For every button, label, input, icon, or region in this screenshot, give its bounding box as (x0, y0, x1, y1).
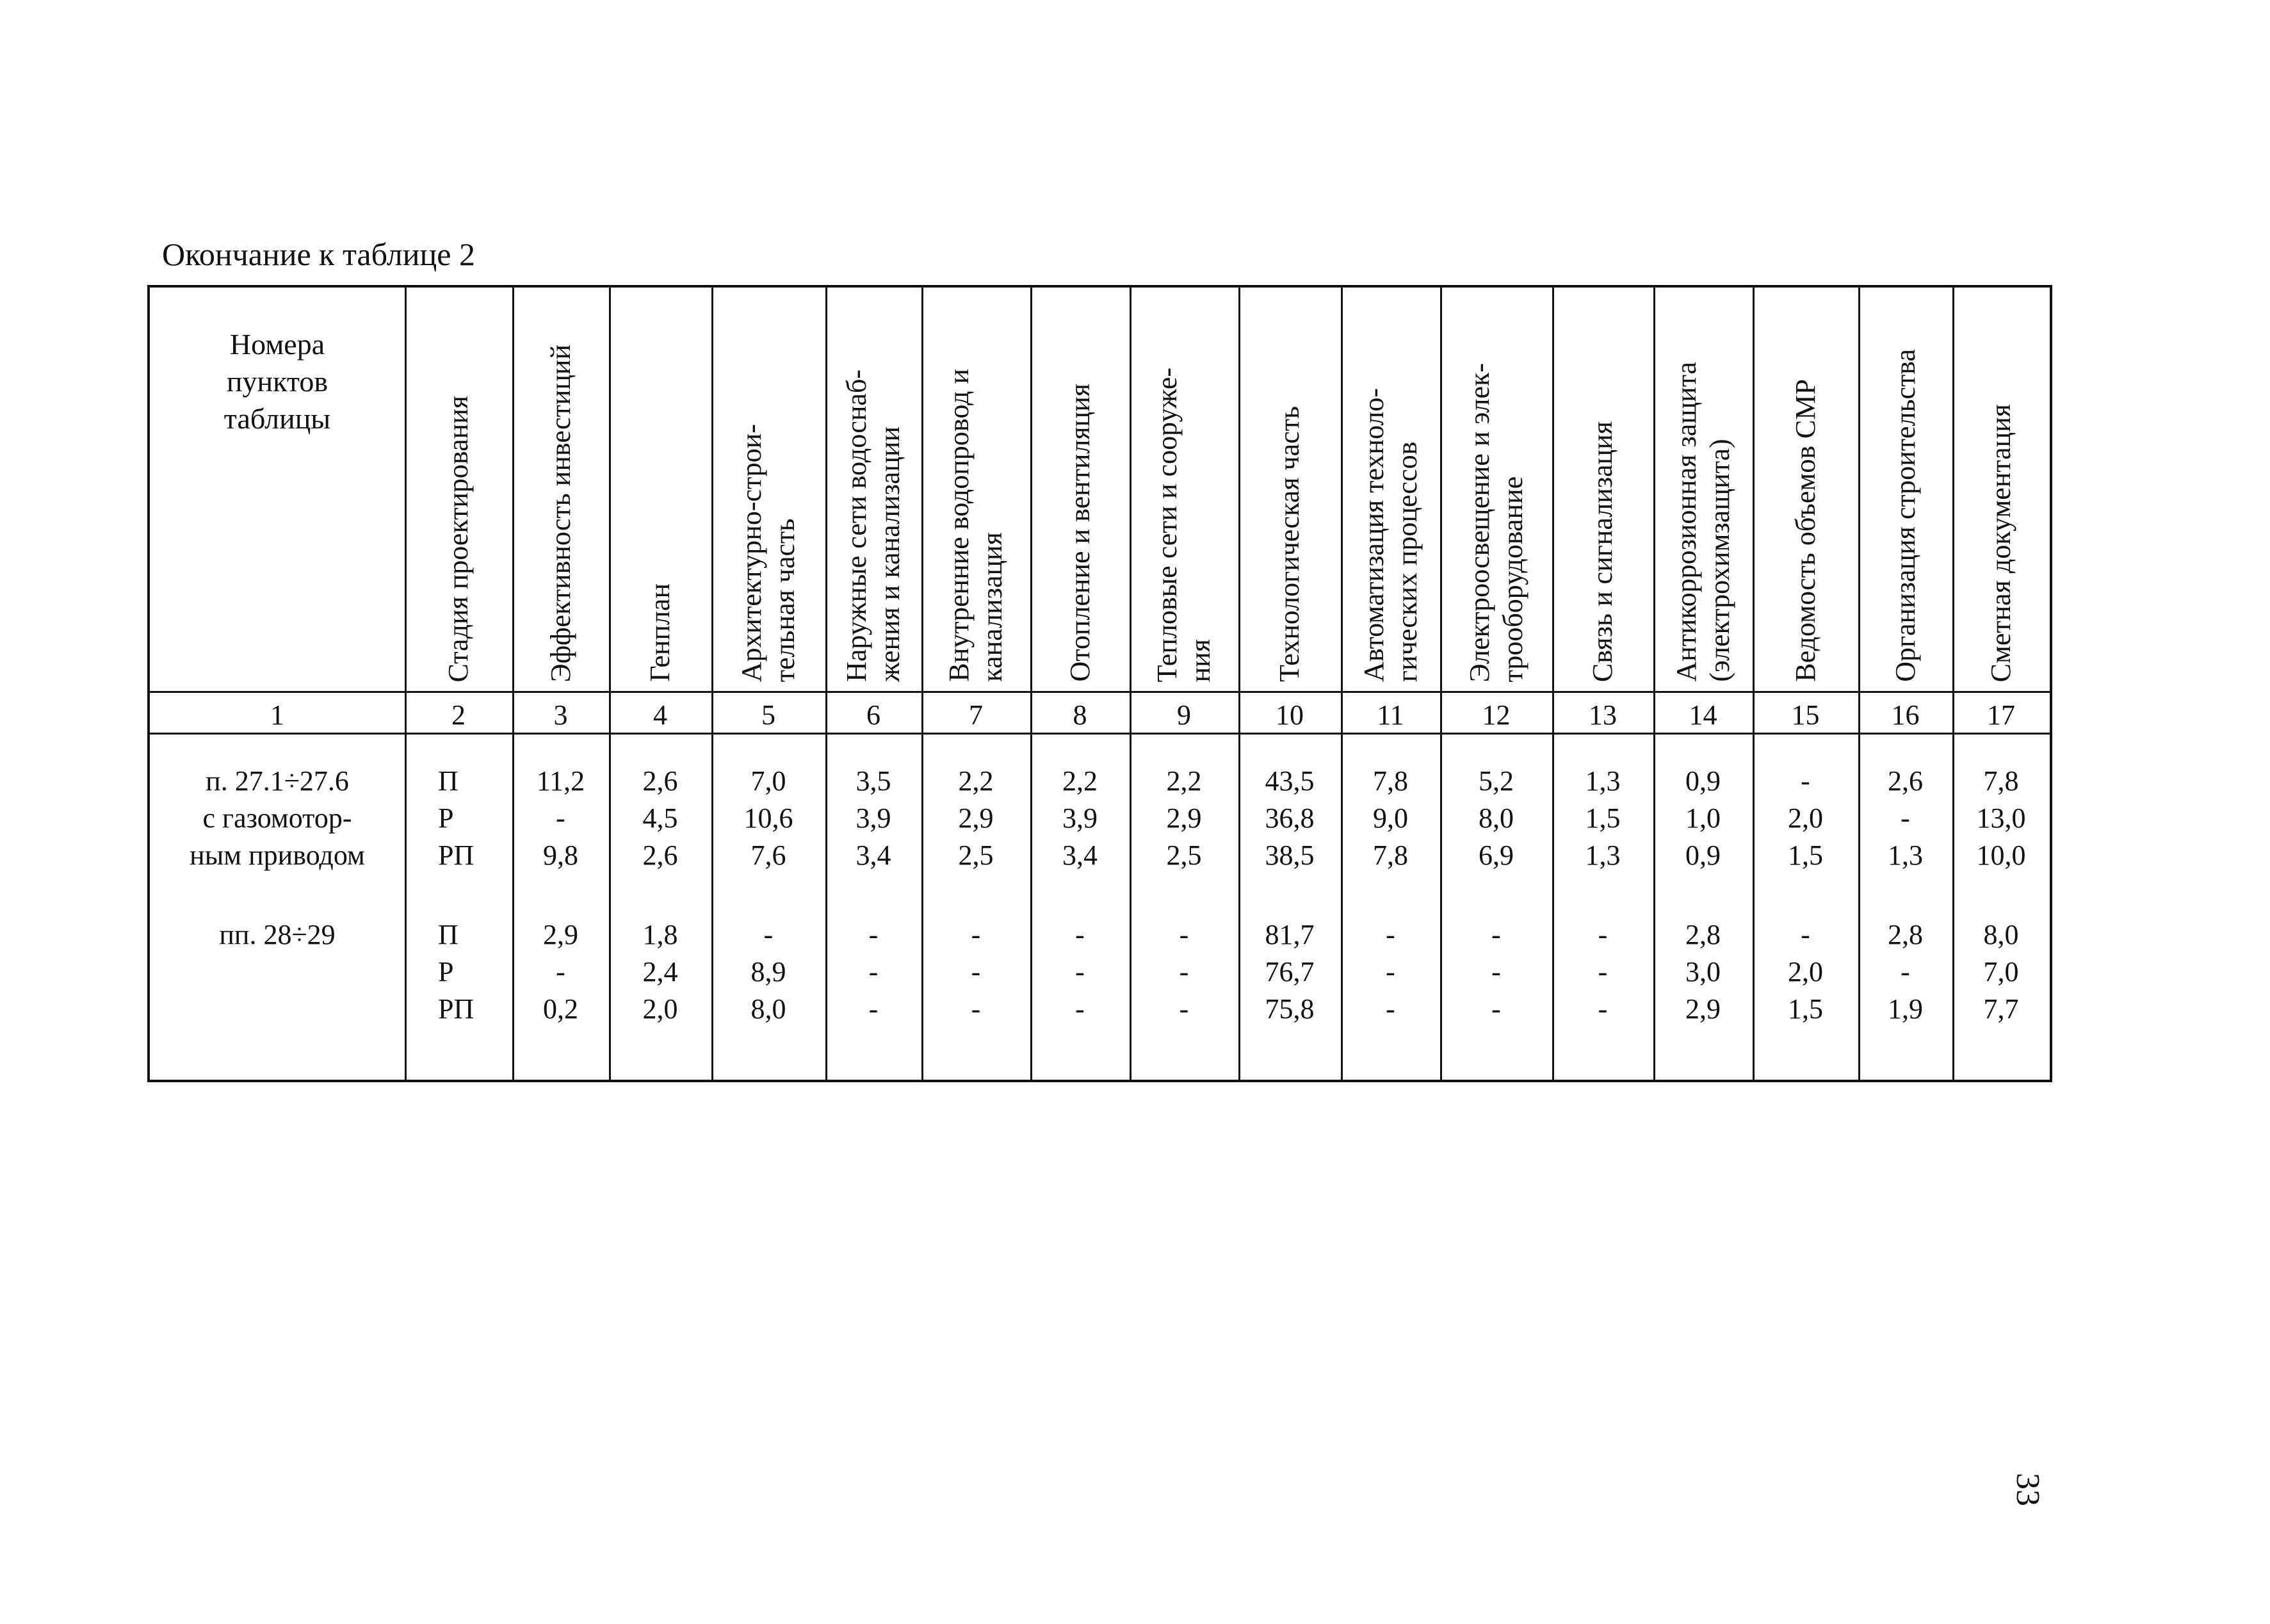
cell-value: 2,8 (1685, 919, 1721, 950)
column-header-5 (711, 288, 825, 692)
cell-value: - (556, 802, 565, 834)
table-caption: Окончание к таблице 2 (162, 236, 475, 272)
column-number-12: 12 (1482, 699, 1511, 731)
cell-value: 76,7 (1265, 956, 1315, 987)
cell-value: 8,0 (1983, 919, 2019, 950)
cell-value: 2,9 (543, 919, 578, 950)
page-number: 33 (2009, 1473, 2046, 1506)
cell-value: 8,0 (750, 993, 786, 1025)
cell-value: 2,6 (1888, 765, 1923, 797)
group-label: пп. 28÷29 (219, 919, 336, 950)
cell-value: 2,5 (958, 840, 994, 871)
cell-value: - (763, 919, 774, 950)
cell-value: 10,6 (743, 802, 793, 834)
value-column-11 (1345, 763, 1436, 874)
cell-value: - (971, 956, 981, 987)
cell-value: 3,9 (855, 802, 891, 834)
value-column-6 (829, 916, 918, 1028)
cell-value: - (1598, 919, 1608, 950)
cell-value: 43,5 (1265, 765, 1315, 797)
cell-value: 7,0 (1983, 956, 2019, 987)
stage-value: РП (438, 993, 474, 1025)
cell-value: - (1179, 993, 1189, 1025)
value-column-9 (1133, 763, 1235, 874)
cell-value: - (1179, 919, 1189, 950)
column-number-4: 4 (653, 699, 667, 731)
cell-value: 2,2 (1166, 765, 1202, 797)
cell-value: 7,6 (750, 840, 786, 871)
cell-value: 2,2 (958, 765, 994, 797)
column-header-12 (1440, 288, 1552, 692)
column-header-label: Организация строительства (1889, 349, 1921, 682)
column-header-label: Ведомость объемов СМР (1789, 379, 1821, 682)
cell-value: - (1491, 993, 1501, 1025)
cell-value: 2,2 (1062, 765, 1098, 797)
cell-value: - (1598, 956, 1608, 987)
value-column-16 (1862, 763, 1949, 874)
column-header-label: Генплан (644, 583, 676, 682)
cell-value: 3,5 (855, 765, 891, 797)
value-column-3 (516, 763, 605, 874)
cell-value: 1,3 (1888, 840, 1923, 871)
cell-value: - (1491, 956, 1501, 987)
cell-value: 8,9 (750, 956, 786, 987)
column-header-label: Отопление и вентиляция (1064, 384, 1096, 682)
cell-value: 7,8 (1983, 765, 2019, 797)
column-header-label: Технологическая часть (1274, 406, 1305, 682)
cell-value: - (1386, 919, 1395, 950)
cell-value: - (971, 919, 981, 950)
cell-value: 1,0 (1685, 802, 1721, 834)
column-header-3 (512, 288, 609, 692)
column-number-16: 16 (1891, 699, 1920, 731)
cell-value: - (1901, 802, 1910, 834)
stage-value: П (438, 765, 458, 797)
cell-value: 2,9 (1166, 802, 1202, 834)
cell-value: 1,5 (1788, 993, 1823, 1025)
cell-value: 3,4 (855, 840, 891, 871)
column-header-15 (1753, 288, 1858, 692)
cell-value: 2,0 (1788, 802, 1823, 834)
value-column-12 (1444, 763, 1548, 874)
value-column-8 (1034, 916, 1126, 1028)
column-header-6 (825, 288, 921, 692)
column-number-11: 11 (1377, 699, 1404, 731)
value-column-11 (1345, 916, 1436, 1028)
cell-value: 81,7 (1265, 919, 1315, 950)
column-number-15: 15 (1791, 699, 1820, 731)
cell-value: - (971, 993, 981, 1025)
column-header-label: Тепловые сети и сооруже- ния (1151, 367, 1216, 682)
cell-value: 9,8 (543, 840, 578, 871)
cell-value: 2,9 (1685, 993, 1721, 1025)
value-column-7 (925, 916, 1026, 1028)
column-number-7: 7 (969, 699, 983, 731)
cell-value: - (868, 956, 879, 987)
value-column-5 (715, 916, 822, 1028)
column-header-label: Эффективность инвестиций (544, 344, 576, 682)
cell-value: - (1386, 956, 1395, 987)
value-column-10 (1242, 916, 1337, 1028)
column-header-16 (1858, 288, 1952, 692)
value-column-8 (1034, 763, 1126, 874)
cell-value: 2,5 (1166, 840, 1202, 871)
cell-value: - (1901, 956, 1910, 987)
cell-value: - (1179, 956, 1189, 987)
cell-value: 7,0 (750, 765, 786, 797)
column-number-14: 14 (1689, 699, 1717, 731)
column-header-label: Внутренние водопровод и канализация (943, 369, 1008, 682)
cell-value: 2,9 (958, 802, 994, 834)
stage-value: Р (438, 956, 454, 987)
column-header-10 (1238, 288, 1341, 692)
cell-value: 1,5 (1788, 840, 1823, 871)
column-number-9: 9 (1177, 699, 1191, 731)
value-column-14 (1657, 916, 1749, 1028)
cell-value: - (1801, 919, 1810, 950)
column-header-label: Связь и сигнализация (1587, 421, 1618, 682)
cell-value: 0,2 (543, 993, 578, 1025)
value-column-7 (925, 763, 1026, 874)
cell-value: - (868, 993, 879, 1025)
stage-column (438, 763, 507, 874)
cell-value: 6,9 (1479, 840, 1514, 871)
column-header-17 (1952, 288, 2050, 692)
cell-value: 13,0 (1976, 802, 2026, 834)
cell-value: 5,2 (1479, 765, 1514, 797)
value-column-6 (829, 763, 918, 874)
column-header-2 (405, 288, 512, 692)
cell-value: 7,8 (1373, 765, 1408, 797)
column-header-4 (609, 288, 711, 692)
cell-value: - (1075, 993, 1085, 1025)
value-column-16 (1862, 916, 1949, 1028)
cell-value: 75,8 (1265, 993, 1315, 1025)
column-header-label: Сметная документация (1985, 403, 2016, 682)
column-header-label: Стадия проектирования (442, 395, 474, 682)
column-header-label: Архитектурно-строи- тельная часть (736, 423, 800, 682)
column-header-label: Автоматизация техноло- гических процессов (1358, 388, 1423, 682)
column-header-8 (1030, 288, 1130, 692)
stage-column (438, 916, 507, 1028)
cell-value: 1,3 (1585, 765, 1621, 797)
value-column-4 (613, 763, 708, 874)
value-column-4 (613, 916, 708, 1028)
cell-value: - (1491, 919, 1501, 950)
cell-value: 2,0 (642, 993, 678, 1025)
column-number-6: 6 (866, 699, 880, 731)
cell-value: 7,8 (1373, 840, 1408, 871)
value-column-13 (1556, 763, 1650, 874)
column-header-7 (921, 288, 1030, 692)
column-header-11 (1341, 288, 1440, 692)
column-number-8: 8 (1073, 699, 1087, 731)
cell-value: 10,0 (1976, 840, 2026, 871)
value-column-17 (1956, 763, 2046, 874)
cell-value: - (1075, 919, 1085, 950)
column-header-13 (1552, 288, 1653, 692)
cell-value: 3,4 (1062, 840, 1098, 871)
cell-value: - (1386, 993, 1395, 1025)
column-header-label: Электроосвещение и элек- трооборудование (1463, 362, 1528, 682)
value-column-12 (1444, 916, 1548, 1028)
cell-value: 3,0 (1685, 956, 1721, 987)
column-header-label: Антикоррозионная защита (электрохимзащита) (1670, 362, 1735, 682)
column-number-3: 3 (553, 699, 568, 731)
cell-value: 1,8 (642, 919, 678, 950)
column-number-17: 17 (1987, 699, 2015, 731)
cell-value: 2,0 (1788, 956, 1823, 987)
cell-value: 4,5 (642, 802, 678, 834)
cell-value: 1,9 (1888, 993, 1923, 1025)
cell-value: 38,5 (1265, 840, 1315, 871)
cell-value: 2,6 (642, 765, 678, 797)
column-number-2: 2 (451, 699, 466, 731)
cell-value: 3,9 (1062, 802, 1098, 834)
column-number-5: 5 (761, 699, 775, 731)
cell-value: - (1075, 956, 1085, 987)
stage-value: П (438, 919, 458, 950)
data-table (147, 285, 2052, 1082)
header-item-numbers: Номера пунктов таблицы (223, 328, 331, 435)
stage-value: Р (438, 802, 454, 834)
cell-value: 2,6 (642, 840, 678, 871)
cell-value: - (868, 919, 879, 950)
stage-value: РП (438, 840, 474, 871)
column-header-9 (1130, 288, 1238, 692)
group-label: п. 27.1÷27.6 с газомотор- ным приводом (190, 765, 365, 871)
column-header-14 (1653, 288, 1753, 692)
value-column-9 (1133, 916, 1235, 1028)
cell-value: - (556, 956, 565, 987)
number-row-divider (150, 733, 2050, 735)
value-column-14 (1657, 763, 1749, 874)
value-column-17 (1956, 916, 2046, 1028)
value-column-3 (516, 916, 605, 1028)
cell-value: 1,3 (1585, 840, 1621, 871)
cell-value: 8,0 (1479, 802, 1514, 834)
cell-value: 0,9 (1685, 840, 1721, 871)
value-column-15 (1756, 916, 1854, 1028)
value-column-10 (1242, 763, 1337, 874)
cell-value: 9,0 (1373, 802, 1408, 834)
cell-value: - (1598, 993, 1608, 1025)
cell-value: 7,7 (1983, 993, 2019, 1025)
value-column-15 (1756, 763, 1854, 874)
cell-value: 2,4 (642, 956, 678, 987)
cell-value: - (1801, 765, 1810, 797)
column-header-label: Наружные сети водоснаб- жения и канализации (841, 369, 905, 682)
value-column-5 (715, 763, 822, 874)
column-number-13: 13 (1589, 699, 1617, 731)
cell-value: 0,9 (1685, 765, 1721, 797)
column-number-1: 1 (270, 699, 284, 731)
cell-value: 11,2 (536, 765, 585, 797)
column-number-10: 10 (1276, 699, 1304, 731)
value-column-13 (1556, 916, 1650, 1028)
cell-value: 2,8 (1888, 919, 1923, 950)
cell-value: 36,8 (1265, 802, 1315, 834)
cell-value: 1,5 (1585, 802, 1621, 834)
